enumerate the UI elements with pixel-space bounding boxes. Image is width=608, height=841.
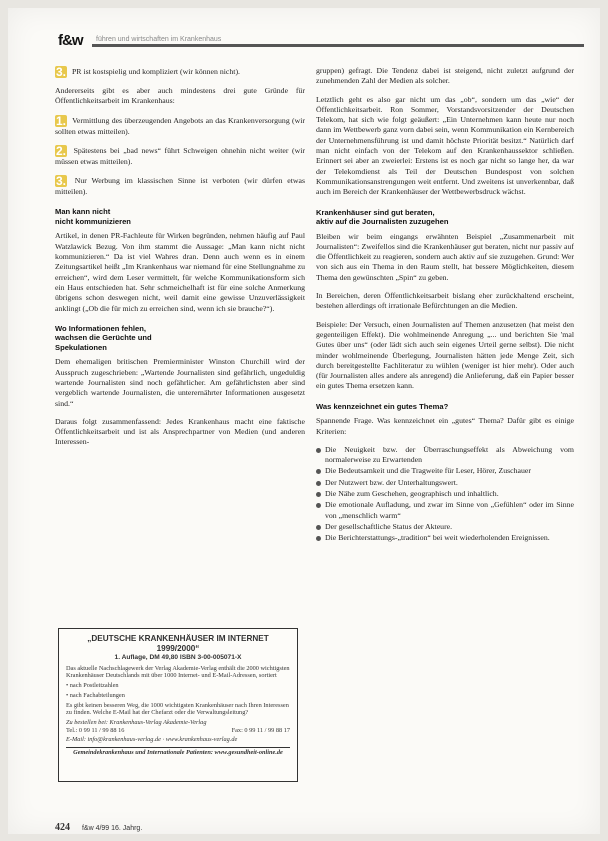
- reason-2: [55, 145, 305, 167]
- number-badge: 3.: [55, 174, 66, 189]
- ad-text: Das aktuelle Nachschlagewerk der Verlag Akademie-Verlag enthält die 2000 wichtigsten Krankenhäuser Deutschlands mit über 1000 Internet- und E-Mail-Adressen, sortiert: [66, 664, 290, 680]
- section-heading: Man kann nicht nicht kommunizieren: [55, 207, 131, 226]
- page-header: [58, 34, 584, 50]
- list-item: Die Bedeutsamkeit und die Tragweite für Leser, Hörer, Zuschauer: [316, 466, 574, 476]
- ad-order: Zu bestellen bei: Krankenhaus-Verlag Akademie-Verlag: [66, 718, 207, 726]
- ad-list-item: • nach Postleitzahlen: [66, 682, 119, 690]
- list-item: Der Nutzwert bzw. der Unterhaltungswert.: [316, 478, 574, 488]
- paragraph: Spannende Frage. Was kennzeichnet ein „gutes“ Thema? Dafür gibt es einige Kriterien:: [316, 416, 574, 436]
- ad-contact: [66, 727, 290, 735]
- paragraph: Dem ehemaligen britischen Premierminister Winston Churchill wird der Ausspruch zugeschrieben: „Wartende Journalisten sind gefährlich, ungeduldig wartende Journalisten sind noch gefährlicher. Am gefährlichsten aber sind vergeblich wartende Journalisten, die unterernährter Informationen ausgesetzt sind.“: [55, 357, 305, 408]
- list-item: Die Nähe zum Geschehen, geographisch und inhaltlich.: [316, 489, 574, 499]
- book-advertisement: [58, 628, 298, 782]
- header-title: führen und wirtschaften im Krankenhaus: [96, 36, 222, 43]
- reason-3: [55, 175, 305, 197]
- list-item: Der gesellschaftliche Status der Akteure.: [316, 522, 574, 532]
- paragraph: gruppen) gefragt. Die Tendenz dabei ist steigend, nicht zuletzt aufgrund der zunehmenden Zahl der Medien als solcher.: [316, 66, 574, 86]
- ad-text: Es gibt keinen besseren Weg, die 1000 wichtigsten Krankenhäuser nach Ihren Interessen zu finden. Welche E-Mail hat der Chefarzt oder die Verwaltungsleitung?: [66, 701, 289, 717]
- paragraph: In Bereichen, deren Öffentlichkeitsarbeit bislang eher zurückhaltend erscheint, bestehen allerdings oft irrationale Befürchtungen an die Medien.: [316, 291, 574, 311]
- criteria-list: [316, 445, 574, 544]
- section-heading: Krankenhäuser sind gut beraten, aktiv auf die Journalisten zuzugehen: [316, 207, 449, 227]
- right-column: [316, 66, 574, 544]
- reason-1: [55, 115, 305, 137]
- paragraph: Bleiben wir beim eingangs erwähnten Beispiel „Zusammenarbeit mit Journalisten“: Zweifellos sind die Krankenhäuser gut beraten, nicht nur passiv auf die Öffentlichkeit zu reagieren, sondern auch aktiv auf sie zuzugehen. Grund: Wer von sich aus ein Thema in den Raum stellt, hat bessere Möglichkeiten, diesem Thema den gewünschten „Spin“ zu geben.: [316, 231, 574, 282]
- item-3-text: PR ist kostspielig und kompliziert (wir können nicht).: [71, 67, 241, 76]
- number-badge: 2.: [55, 143, 66, 158]
- ad-edition: 1. Auflage, DM 49,80 ISBN 3-00-005071-X: [114, 654, 242, 661]
- ad-fax: Fax: 0 99 11 / 99 88 17: [231, 726, 290, 734]
- ad-title: „DEUTSCHE KRANKENHÄUSER IM INTERNET: [87, 634, 269, 643]
- footer-source: f&w 4/99 16. Jahrg.: [81, 825, 143, 832]
- page-footer: [55, 822, 142, 833]
- number-badge: 3.: [55, 65, 66, 79]
- paragraph: Beispiele: Der Versuch, einen Journalisten auf Themen anzusetzen (hat meist den gegenteiligen Effekt). Die wohlmeinende Anregung „... und berichten Sie 'mal Gutes über uns“ (oder lädt sich auch sein eigenes Urteil gerne selbst). Die nicht minder wohlmeinende Überlegung, Journalisten hätten jede Menge Zeit, sich durch bereitgestellte Fachliteratur zu wühlen (weniger ist hier mehr). Oder auch (für Journalisten alles andere als anregend) die Anlieferung, daß ein Papier besser ein gutes Thema ersetzen kann.: [316, 319, 574, 391]
- document-page: [8, 8, 600, 834]
- item-3: [55, 66, 305, 78]
- page-number: 424: [55, 822, 70, 833]
- header-rule: [92, 44, 584, 47]
- paragraph: Daraus folgt zusammenfassend: Jedes Krankenhaus macht eine faktische Öffentlichkeitsarbeit und ist als Ansprechpartner von Medien (und anderen Interessen-: [55, 416, 305, 447]
- ad-phone: Tel.: 0 99 11 / 99 88 16: [66, 726, 125, 734]
- ad-list-item: • nach Fachabteilungen: [66, 691, 125, 699]
- ad-footer: Gemeindekrankenhaus und Internationale Patienten: www.gesundheit-online.de: [66, 747, 290, 757]
- reason-text: Spätestens bei „bad news“ führt Schweigen ohnehin nicht weiter (wir müssen etwas mitteilen).: [55, 145, 306, 166]
- list-item: Die emotionale Aufladung, und zwar im Sinne von „Gefühlen“ oder im Sinne von „menschlich warm“: [316, 500, 574, 521]
- reason-text: Nur Werbung im klassischen Sinne ist verboten (wir dürfen etwas mitteilen).: [55, 176, 306, 197]
- magazine-logo: f&w: [58, 32, 83, 49]
- ad-order-contact: E-Mail: info@krankenhaus-verlag.de · www.krankenhaus-verlag.de: [66, 736, 238, 744]
- ad-year: 1999/2000“: [156, 643, 200, 653]
- list-item: Die Neuigkeit bzw. der Überraschungseffekt als Abweichung vom normalerweise zu Erwartenden: [316, 445, 574, 466]
- reason-text: Vermittlung des überzeugenden Angebots an das Krankenversorgung (wir sollten etwas mitteilen).: [55, 115, 306, 136]
- section-heading: Wo Informationen fehlen, wachsen die Gerüchte und Spekulationen: [55, 323, 152, 352]
- paragraph: Artikel, in denen PR-Fachleute für Wirken begründen, nehmen häufig auf Paul Watzlawick Bezug. Von ihm stammt die Aussage: „Man kann nicht nicht kommunizieren.“ Da ist viel Wahres dran. Denn auch wenn es in einem Zeitungsartikel heißt „Im Krankenhaus war niemand für eine Stellungnahme zu erreichen“, wird dem Leser vermittelt, für welche Kommunikationsform sich ein Haus entschieden hat. Sehr schmeichelhaft ist für eine solche Anmerkung übrigens schon deswegen nicht, weil damit eine gewisse Unzuverlässigkeit anklingt („Ob die für mich zu erreichen sind, wenn ich sie brauche?“).: [55, 231, 305, 313]
- number-badge: 1.: [55, 113, 66, 128]
- paragraph: Letztlich geht es also gar nicht um das „ob“, sondern um das „wie“ der Öffentlichkeitsarbeit. Ron Sommer, Vorstandsvorsitzender der Deutschen Telekom, hat sich wie folgt geäußert: „Ein Unternehmen kann heute nur noch dann im Wettbewerb ganz vorn dabei sein, wenn Kommunikation ein Kernbereich der Unternehmensführung ist und damit höchste Priorität besitzt.“ Natürlich darf man nicht einfach von der Telekom auf den Krankenhaussektor schließen. Erinnert sei aber an zweierlei: Erstens ist es noch gar nicht so lange her, da war der Telekomdienst als Teil der Deutschen Bundespost von solchen Kommunikationsanstrengungen weit entfernt. Und zweitens ist unverkennbar, daß auch im Bereich der Krankenhäuser der Wettbewerbsdruck wächst.: [316, 94, 574, 197]
- list-item: Die Berichterstattungs-„tradition“ bei weit wiederholenden Ereignissen.: [316, 533, 574, 543]
- section-heading: Was kennzeichnet ein gutes Thema?: [316, 401, 449, 411]
- left-column: [55, 66, 305, 456]
- paragraph: Andererseits gibt es aber auch mindestens drei gute Gründe für Öffentlichkeitsarbeit im Krankenhaus:: [55, 86, 305, 106]
